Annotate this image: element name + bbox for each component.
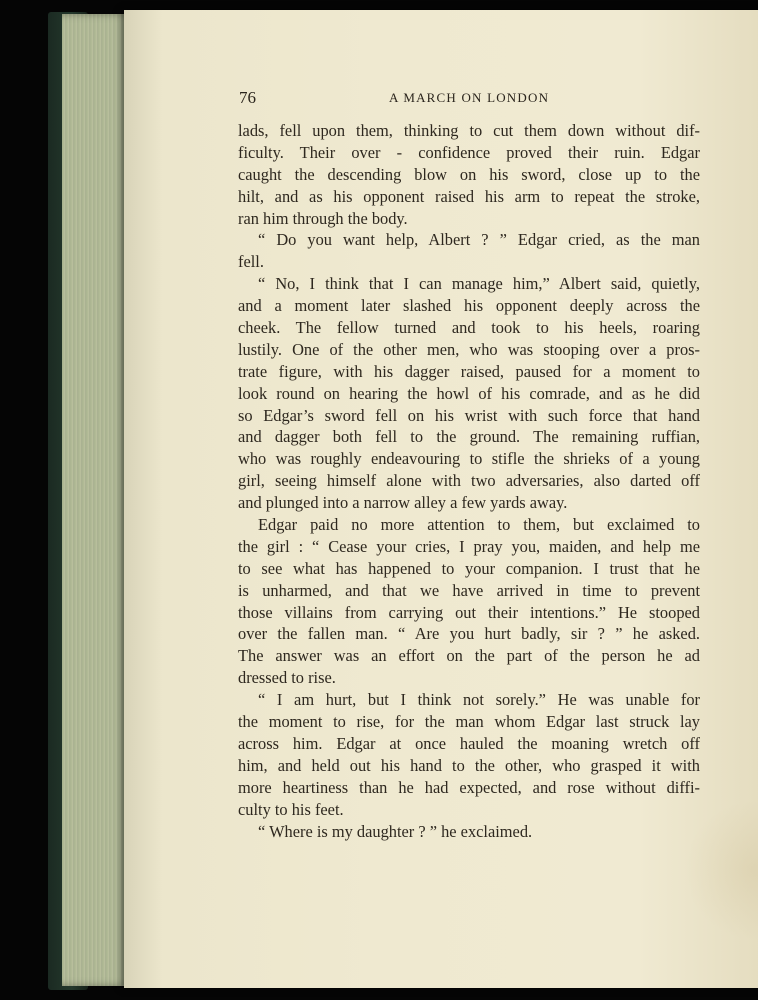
- text-line: across him. Edgar at once hauled the moaning wretch off: [238, 733, 700, 753]
- text-line: is unharmed, and that we have arrived in time to prevent: [238, 580, 700, 600]
- page-number: 76: [239, 88, 256, 107]
- text-line: the girl : “ Cease your cries, I pray you, maiden, and help me: [238, 536, 700, 556]
- text-line: “ No, I think that I can manage him,” Albert said, quietly,: [258, 274, 700, 294]
- text-line: culty to his feet.: [238, 799, 344, 819]
- text-line: more heartiness than he had expected, and rose without diffi-: [238, 777, 700, 797]
- text-line: caught the descending blow on his sword, close up to the: [238, 164, 700, 184]
- text-line: hilt, and as his opponent raised his arm to repeat the stroke,: [238, 186, 700, 206]
- text-line: those villains from carrying out their intentions.” He stooped: [238, 602, 700, 622]
- text-line: the moment to rise, for the man whom Edgar last struck lay: [238, 712, 700, 732]
- text-line: ficulty. Their over - confidence proved their ruin. Edgar: [238, 142, 700, 162]
- text-line: Edgar paid no more attention to them, but exclaimed to: [258, 515, 700, 535]
- text-line: The answer was an effort on the part of the person he ad: [238, 646, 700, 666]
- text-line: lustily. One of the other men, who was stooping over a pros-: [238, 339, 700, 359]
- text-line: over the fallen man. “ Are you hurt badly, sir ? ” he asked.: [238, 624, 700, 644]
- text-line: and plunged into a narrow alley a few yards away.: [238, 493, 568, 513]
- text-line: him, and held out his hand to the other, who grasped it with: [238, 755, 700, 775]
- text-line: cheek. The fellow turned and took to his heels, roaring: [238, 318, 700, 338]
- text-line: “ Do you want help, Albert ? ” Edgar cried, as the man: [258, 230, 700, 250]
- text-line: look round on hearing the howl of his comrade, and as he did: [238, 383, 700, 403]
- text-line: lads, fell upon them, thinking to cut them down without dif-: [238, 121, 700, 140]
- text-line: “ Where is my daughter ? ” he exclaimed.: [258, 821, 533, 841]
- text-line: trate figure, with his dagger raised, paused for a moment to: [238, 361, 700, 381]
- text-line: girl, seeing himself alone with two adversaries, also darted off: [238, 471, 700, 491]
- text-line: dressed to rise.: [238, 668, 336, 688]
- text-line: “ I am hurt, but I think not sorely.” He was unable for: [258, 690, 700, 710]
- text-line: to see what has happened to your companion. I trust that he: [238, 558, 700, 578]
- running-title: A MARCH ON LONDON: [389, 90, 550, 105]
- text-line: so Edgar’s sword fell on his wrist with such force that hand: [238, 405, 700, 425]
- text-line: fell.: [238, 252, 264, 272]
- text-line: who was roughly endeavouring to stifle the shrieks of a young: [238, 449, 700, 469]
- body-text: [238, 120, 700, 842]
- text-line: and dagger both fell to the ground. The remaining ruffian,: [238, 427, 700, 447]
- text-line: and a moment later slashed his opponent deeply across the: [238, 296, 700, 316]
- text-line: ran him through the body.: [238, 208, 408, 228]
